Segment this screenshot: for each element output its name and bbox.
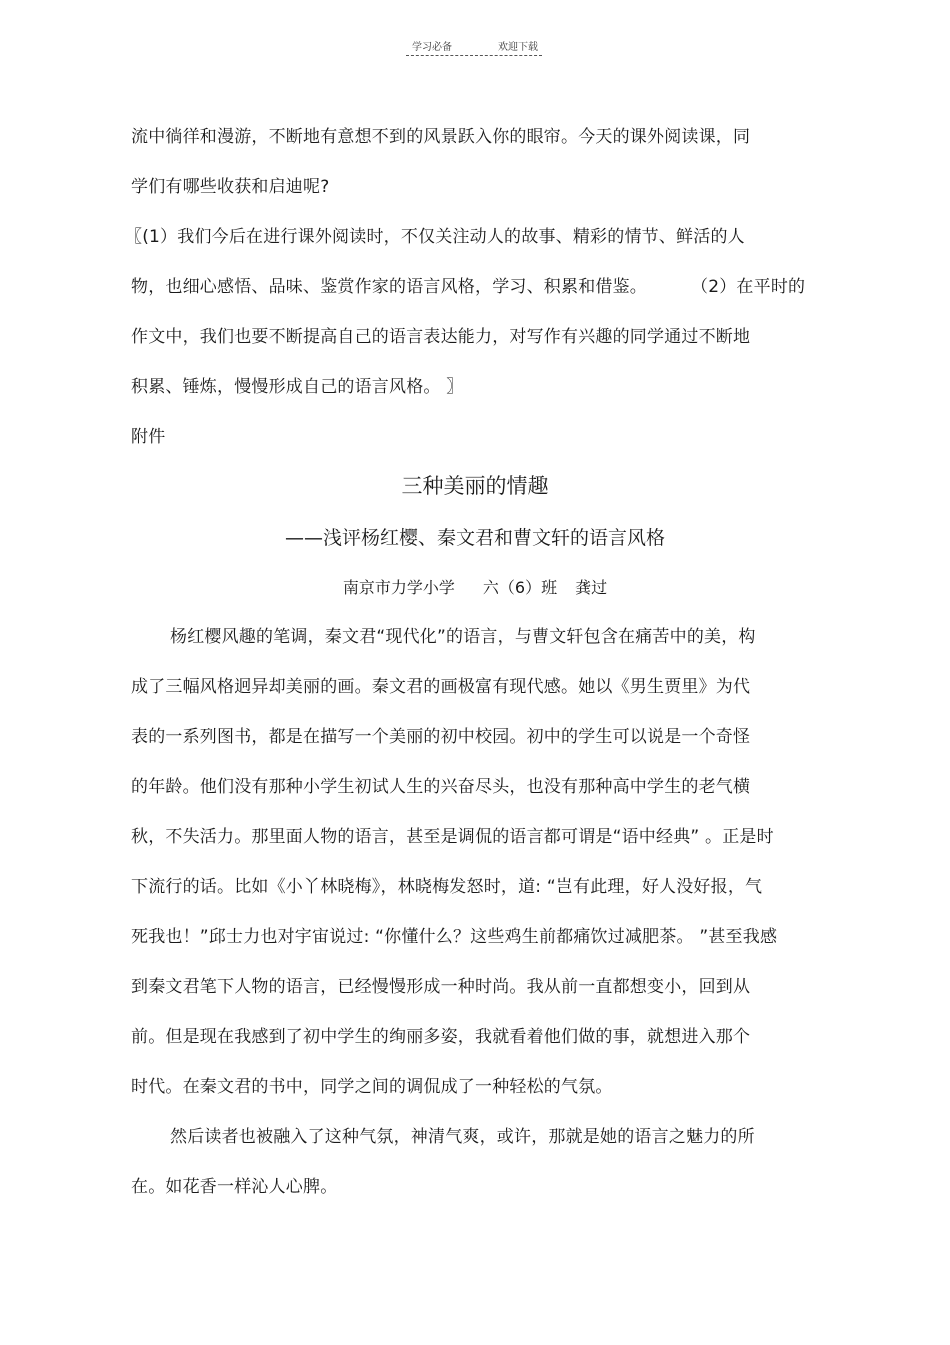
intro-line: 作文中，我们也要不断提高自己的语言表达能力，对写作有兴趣的同学通过不断地	[131, 327, 751, 347]
intro-point-1-end: 物，也细心感悟、品味、鉴赏作家的语言风格，学习、积累和借鉴。	[131, 277, 647, 297]
intro-line: 积累、锤炼，慢慢形成自己的语言风格。 〗	[131, 377, 464, 397]
essay-line: 时代。在秦文君的书中，同学之间的调侃成了一种轻松的气氛。	[131, 1077, 613, 1097]
essay-title: 三种美丽的情趣	[401, 474, 549, 498]
header-right-text: 欢迎下载	[498, 42, 538, 53]
school-name: 南京市力学小学	[342, 578, 455, 597]
attachment-label: 附件	[131, 427, 166, 447]
essay-line: 杨红樱风趣的笔调，秦文君“现代化”的语言，与曹文轩包含在痛苦中的美，构	[170, 627, 756, 647]
author-name: 龚过	[575, 578, 608, 597]
essay-byline	[0, 575, 950, 598]
essay-line: 下流行的话。比如《小丫林晓梅》，林晓梅发怒时，道: “岂有此理，好人没好报，气	[131, 877, 763, 897]
intro-line: 〖(1）我们今后在进行课外阅读时，不仅关注动人的故事、精彩的情节、鲜活的人	[125, 227, 745, 247]
essay-line: 前。但是现在我感到了初中学生的绚丽多姿，我就看着他们做的事，就想进入那个	[131, 1027, 751, 1047]
essay-line: 到秦文君笔下人物的语言，已经慢慢形成一种时尚。我从前一直都想变小，回到从	[131, 977, 751, 997]
intro-line: 学们有哪些收获和启迪呢?	[131, 177, 330, 197]
intro-line-with-point	[131, 277, 805, 297]
page-header	[0, 38, 950, 53]
essay-line: 秋，不失活力。那里面人物的语言，甚至是调侃的语言都可谓是“语中经典” 。正是时	[131, 827, 774, 847]
header-left-text: 学习必备	[412, 42, 452, 53]
essay-line: 在。如花香一样沁人心脾。	[131, 1177, 338, 1197]
essay-line: 死我也！”邱士力也对宇宙说过: “你懂什么？这些鸡生前都痛饮过减肥茶。 ”甚至我感	[131, 927, 778, 947]
essay-line: 的年龄。他们没有那种小学生初试人生的兴奋尽头，也没有那种高中学生的老气横	[131, 777, 751, 797]
essay-line: 然后读者也被融入了这种气氛，神清气爽，或许，那就是她的语言之魅力的所	[170, 1127, 755, 1147]
essay-line: 表的一系列图书，都是在描写一个美丽的初中校园。初中的学生可以说是一个奇怪	[131, 727, 751, 747]
class-name: 六（6）班	[482, 578, 558, 597]
essay-line: 成了三幅风格迥异却美丽的画。秦文君的画极富有现代感。她以《男生贾里》为代	[131, 677, 751, 697]
intro-point-2-start: （2）在平时的	[691, 277, 806, 297]
header-divider	[406, 55, 542, 56]
essay-subtitle: ——浅评杨红樱、秦文君和曹文轩的语言风格	[284, 527, 665, 549]
intro-line: 流中徜徉和漫游，不断地有意想不到的风景跃入你的眼帘。今天的课外阅读课，同	[131, 127, 751, 147]
